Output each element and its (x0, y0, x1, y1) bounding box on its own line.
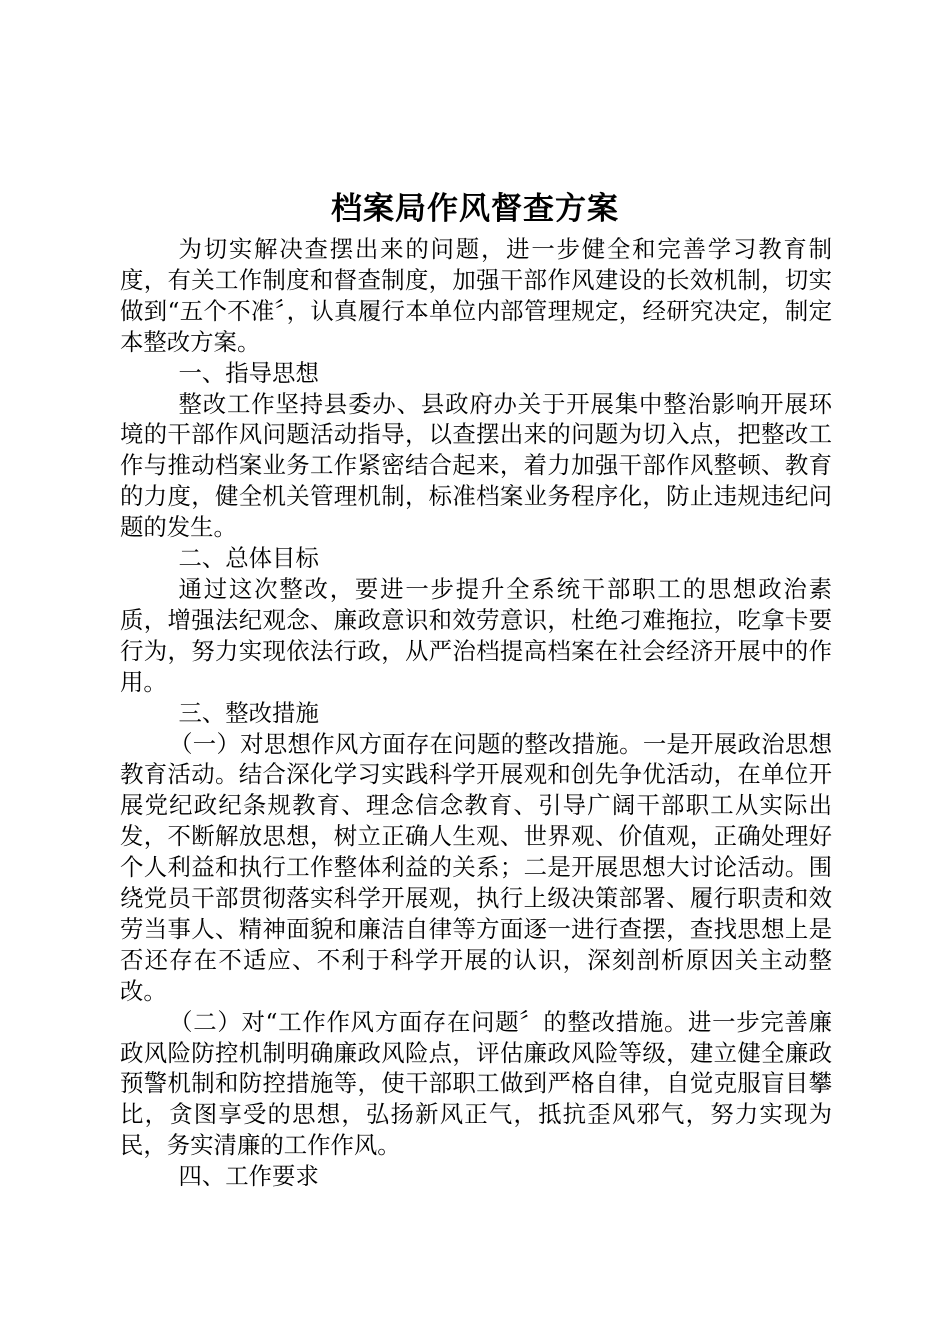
section-paragraph-guiding-thought: 整改工作坚持县委办、县政府办关于开展集中整治影响开展环境的干部作风问题活动指导，以查摆出来的问题为切入点，把整改工作与推动档案业务工作紧密结合起来，着力加强干部作风整顿、教育的力度，健全机关管理机制，标准档案业务程序化，防止违规违纪问题的发生。 (120, 389, 832, 542)
section-heading-guiding-thought: 一、指导思想 (178, 358, 319, 387)
section-heading-overall-goal: 二、总体目标 (178, 544, 319, 573)
section-heading-work-requirements: 四、工作要求 (178, 1162, 319, 1191)
document-body (120, 234, 832, 1192)
section-heading-rectification-measures: 三、整改措施 (178, 698, 319, 727)
intro-paragraph: 为切实解决查摆出来的问题，进一步健全和完善学习教育制度，有关工作制度和督查制度，加强干部作风建设的长效机制，切实做到“五个不准〞，认真履行本单位内部管理规定，经研究决定，制定本整改方案。 (120, 235, 832, 356)
document-title: 档案局作风督查方案 (331, 191, 619, 227)
section-paragraph-overall-goal: 通过这次整改，要进一步提升全系统干部职工的思想政治素质，增强法纪观念、廉政意识和效劳意识，杜绝刁难拖拉，吃拿卡要行为，努力实现依法行政，从严治档提高档案在社会经济开展中的作用。 (120, 574, 832, 696)
subsection-paragraph-work-style: （二）对“工作作风方面存在问题〞的整改措施。进一步完善廉政风险防控机制明确廉政风险点，评估廉政风险等级，建立健全廉政预警机制和防控措施等，使干部职工做到严格自律，自觉克服盲目攀比，贪图享受的思想，弘扬新风正气，抵抗歪风邪气，努力实现为民，务实清廉的工作作风。 (120, 1007, 832, 1160)
subsection-paragraph-ideological-style: （一）对思想作风方面存在问题的整改措施。一是开展政治思想教育活动。结合深化学习实践科学开展观和创先争优活动，在单位开展党纪政纪条规教育、理念信念教育、引导广阔干部职工从实际出发，不断解放思想，树立正确人生观、世界观、价值观，正确处理好个人利益和执行工作整体利益的关系；二是开展思想大讨论活动。围绕党员干部贯彻落实科学开展观，执行上级决策部署、履行职责和效劳当事人、精神面貌和廉洁自律等方面逐一进行查摆，查找思想上是否还存在不适应、不利于科学开展的认识，深刻剖析原因关主动整改。 (120, 729, 832, 1005)
